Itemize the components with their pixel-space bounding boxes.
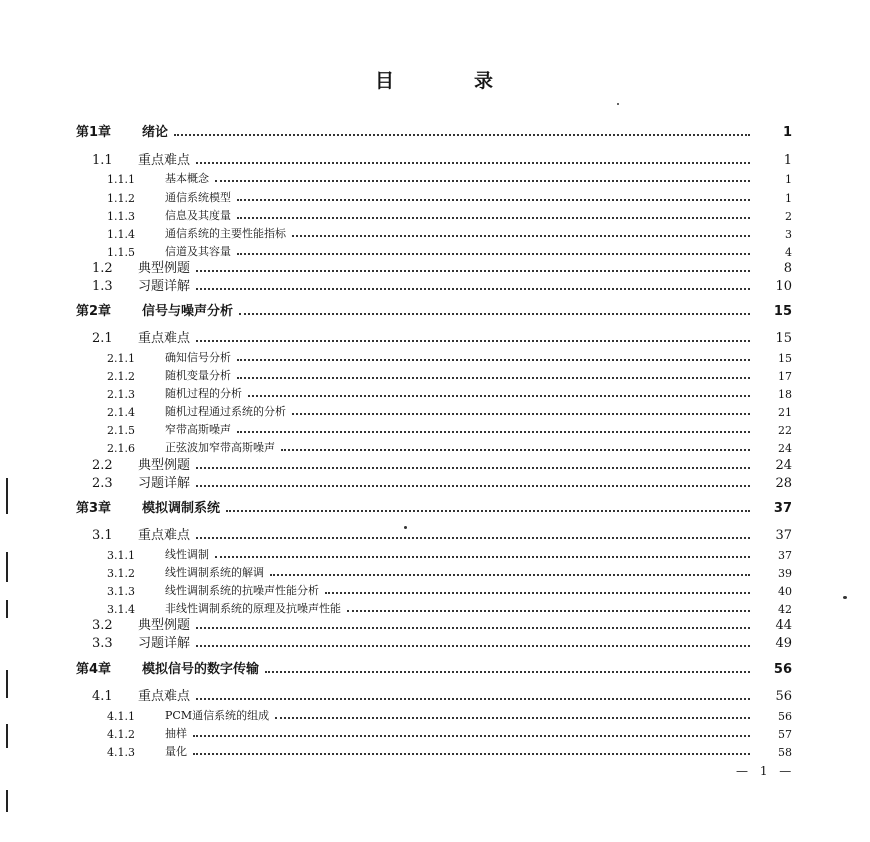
toc-page-number: 49 [775,636,792,651]
toc-entry-number: 3.1.2 [107,567,135,580]
toc-entry-number: 2.1.3 [107,388,135,401]
toc-dot-leader [196,339,750,342]
toc-entry-title: 基本概念 [165,172,209,185]
scan-mark [6,552,8,582]
toc-entry-number: 2.1.5 [107,424,135,437]
toc-entry-number: 第3章 [76,501,112,516]
toc-dot-leader [174,133,750,136]
toc-dot-leader [237,358,750,361]
toc-page-number: 1 [785,173,792,186]
toc-dot-leader [292,234,750,237]
toc-dot-leader [196,697,750,700]
toc-dot-leader [193,752,750,755]
toc-entry-title: 模拟信号的数字传输 [142,662,260,677]
toc-dot-leader [237,376,750,379]
toc-entry-number: 2.1.4 [107,406,135,419]
toc-section-row[interactable] [0,152,870,168]
toc-entry-title: 习题详解 [138,636,191,651]
toc-page-number: 1 [783,153,792,168]
toc-page-number: 15 [773,304,792,319]
scan-speck [617,103,619,105]
toc-entry-number: 3.2 [92,618,113,633]
toc-section-row[interactable] [0,688,870,704]
toc-page-number: 1 [785,192,792,205]
toc-entry-number: 2.3 [92,476,113,491]
toc-dot-leader [270,573,750,576]
scan-mark [6,600,8,618]
toc-entry-number: 4.1.3 [107,746,135,759]
toc-entry-number: 1.1.4 [107,228,135,241]
toc-entry-title: 线性调制 [165,548,209,561]
toc-page-number: 24 [775,458,792,473]
toc-entry-number: 4.1 [92,689,113,704]
scan-speck [404,526,407,529]
toc-entry-number: 4.1.2 [107,728,135,741]
scan-mark [6,724,8,748]
toc-dot-leader [325,591,750,594]
toc-entry-title: 正弦波加窄带高斯噪声 [165,441,275,454]
toc-subsection-row[interactable] [0,189,870,205]
title-char-right: 录 [474,70,496,92]
toc-page-number: 28 [775,476,792,491]
toc-dot-leader [237,252,750,255]
toc-entry-title: 通信系统模型 [165,191,231,204]
toc-subsection-row[interactable] [0,600,870,616]
toc-subsection-row[interactable] [0,725,870,741]
toc-entry-title: 信号与噪声分析 [142,304,234,319]
title-char-left: 目 [374,70,396,92]
toc-entry-number: 1.1.5 [107,246,135,259]
toc-page-number: 1 [782,125,792,140]
toc-entry-number: 2.1 [92,331,113,346]
toc-subsection-row[interactable] [0,582,870,598]
toc-entry-title: 抽样 [165,727,187,740]
toc-page-number: 21 [778,406,792,419]
toc-dot-leader [292,412,750,415]
toc-entry-number: 3.1.1 [107,549,135,562]
scan-mark [6,478,8,514]
toc-dot-leader [275,716,750,719]
toc-dot-leader [196,287,750,290]
page-number-footer: — 1 — [736,764,796,778]
toc-entry-number: 1.3 [92,279,113,294]
toc-entry-number: 2.1.2 [107,370,135,383]
toc-entry-title: 典型例题 [138,618,191,633]
toc-page-number: 2 [785,210,792,223]
toc-page-number: 17 [778,370,792,383]
toc-dot-leader [237,216,750,219]
toc-subsection-row[interactable] [0,385,870,401]
toc-entry-number: 4.1.1 [107,710,135,723]
toc-dot-leader [239,312,750,315]
toc-entry-number: 第4章 [76,662,112,677]
toc-subsection-row[interactable] [0,439,870,455]
toc-section-row[interactable] [0,617,870,633]
scan-speck [843,596,847,599]
toc-page-number: 44 [775,618,792,633]
toc-page-number: 56 [773,662,792,677]
toc-entry-title: 绪论 [142,125,169,140]
toc-entry-number: 第2章 [76,304,112,319]
toc-dot-leader [196,269,750,272]
toc-subsection-row[interactable] [0,707,870,723]
toc-page-number: 40 [778,585,792,598]
toc-subsection-row[interactable] [0,564,870,580]
toc-dot-leader [215,555,750,558]
scan-mark [6,670,8,698]
toc-entry-number: 3.1.3 [107,585,135,598]
toc-subsection-row[interactable] [0,546,870,562]
toc-page-number: 37 [773,501,792,516]
toc-entry-title: 重点难点 [138,331,191,346]
toc-page-number: 22 [778,424,792,437]
toc-page-number: 4 [785,246,792,259]
toc-entry-title: 信道及其容量 [165,245,231,258]
toc-page-number: 39 [778,567,792,580]
toc-dot-leader [281,448,750,451]
toc-chapter-row[interactable] [0,500,870,516]
toc-entry-title: 随机过程通过系统的分析 [165,405,286,418]
toc-page-number: 56 [775,689,792,704]
toc-entry-title: 确知信号分析 [165,351,231,364]
toc-entry-number: 3.1.4 [107,603,135,616]
toc-dot-leader [196,484,750,487]
toc-page-number: 18 [778,388,792,401]
toc-section-row[interactable] [0,527,870,543]
toc-entry-number: 1.1.3 [107,210,135,223]
toc-subsection-row[interactable] [0,225,870,241]
toc-section-row[interactable] [0,475,870,491]
toc-page-number: 8 [783,261,792,276]
toc-entry-number: 第1章 [76,125,112,140]
toc-entry-title: 非线性调制系统的原理及抗噪声性能 [165,602,341,615]
toc-dot-leader [226,509,750,512]
toc-page-number: 37 [775,528,792,543]
toc-entry-title: 通信系统的主要性能指标 [165,227,286,240]
toc-page-number: 37 [778,549,792,562]
toc-section-row[interactable] [0,457,870,473]
toc-subsection-row[interactable] [0,243,870,259]
toc-entry-title: 重点难点 [138,528,191,543]
toc-subsection-row[interactable] [0,421,870,437]
toc-page-number: 3 [785,228,792,241]
toc-page-number: 10 [775,279,792,294]
toc-entry-title: 典型例题 [138,458,191,473]
scan-mark [6,790,8,812]
toc-subsection-row[interactable] [0,207,870,223]
toc-entry-number: 1.1 [92,153,113,168]
toc-entry-number: 2.1.1 [107,352,135,365]
toc-entry-number: 1.1.1 [107,173,135,186]
toc-subsection-row[interactable] [0,403,870,419]
toc-subsection-row[interactable] [0,349,870,365]
toc-entry-title: 线性调制系统的抗噪声性能分析 [165,584,319,597]
toc-subsection-row[interactable] [0,743,870,759]
toc-entry-title: 信息及其度量 [165,209,231,222]
toc-entry-title: 线性调制系统的解调 [165,566,264,579]
toc-chapter-row[interactable] [0,661,870,677]
toc-entry-title: 随机变量分析 [165,369,231,382]
toc-subsection-row[interactable] [0,367,870,383]
toc-entry-number: 1.1.2 [107,192,135,205]
toc-page-number: 15 [775,331,792,346]
toc-entry-number: 3.3 [92,636,113,651]
toc-subsection-row[interactable] [0,170,870,186]
toc-entry-title: 量化 [165,745,187,758]
toc-dot-leader [248,394,750,397]
toc-section-row[interactable] [0,260,870,276]
toc-dot-leader [193,734,750,737]
toc-entry-title: PCM通信系统的组成 [165,709,270,722]
toc-page-number: 58 [778,746,792,759]
toc-section-row[interactable] [0,278,870,294]
toc-entry-title: 习题详解 [138,279,191,294]
toc-page-number: 42 [778,603,792,616]
toc-dot-leader [237,430,750,433]
toc-entry-number: 2.1.6 [107,442,135,455]
toc-dot-leader [265,670,750,673]
toc-section-row[interactable] [0,635,870,651]
toc-entry-title: 重点难点 [138,689,191,704]
toc-dot-leader [196,161,750,164]
toc-dot-leader [196,626,750,629]
toc-dot-leader [196,466,750,469]
toc-entry-title: 重点难点 [138,153,191,168]
toc-entry-number: 3.1 [92,528,113,543]
toc-chapter-row[interactable] [0,124,870,140]
toc-entry-title: 模拟调制系统 [142,501,221,516]
toc-entry-title: 窄带高斯噪声 [165,423,231,436]
toc-page-number: 15 [778,352,792,365]
toc-entry-title: 典型例题 [138,261,191,276]
toc-page-number: 56 [778,710,792,723]
toc-dot-leader [196,536,750,539]
toc-chapter-row[interactable] [0,303,870,319]
toc-dot-leader [347,609,750,612]
toc-section-row[interactable] [0,330,870,346]
toc-entry-number: 2.2 [92,458,113,473]
toc-dot-leader [196,644,750,647]
toc-page-number: 24 [778,442,792,455]
toc-entry-title: 习题详解 [138,476,191,491]
toc-page-number: 57 [778,728,792,741]
toc-dot-leader [215,179,750,182]
toc-entry-number: 1.2 [92,261,113,276]
toc-dot-leader [237,198,750,201]
toc-entry-title: 随机过程的分析 [165,387,242,400]
